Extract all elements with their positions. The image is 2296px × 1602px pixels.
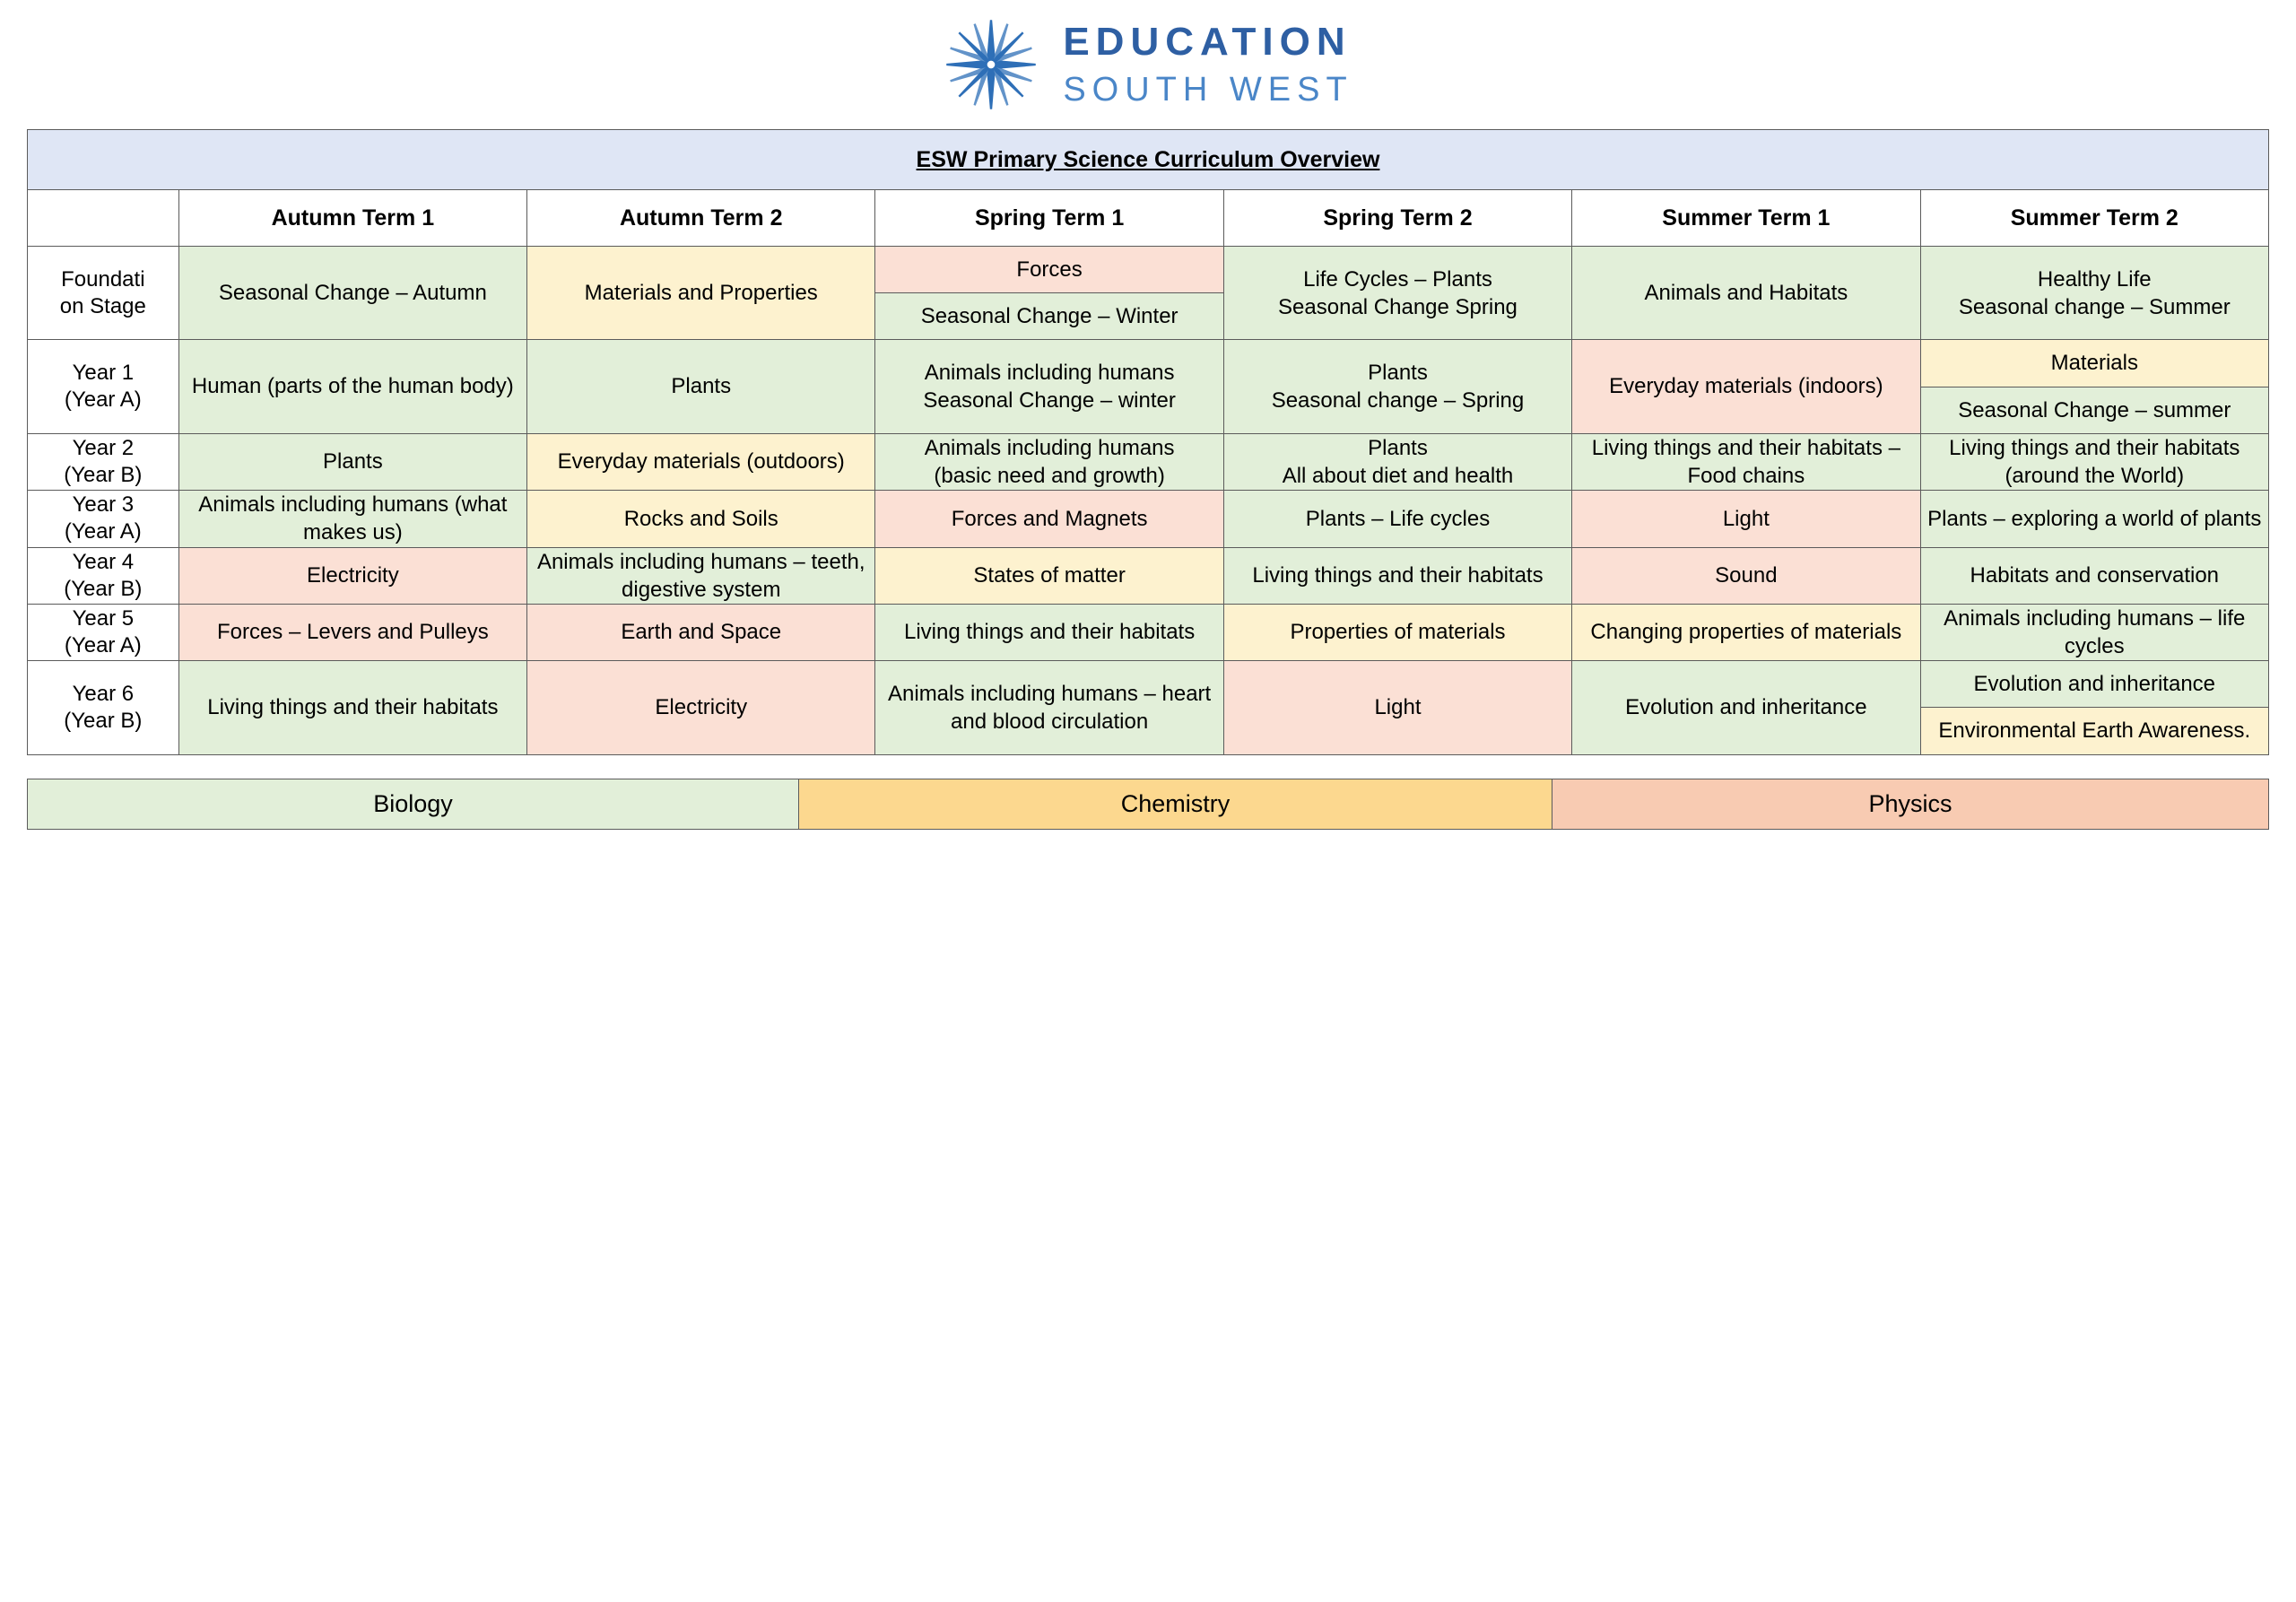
- topic-cell: Evolution and inheritance: [1572, 661, 1920, 754]
- topic-cell: Materials: [1921, 340, 2268, 387]
- topic-cell: Habitats and conservation: [1920, 547, 2268, 604]
- topic-cell: Animals and Habitats: [1572, 247, 1920, 340]
- topic-cell: Living things and their habitats: [178, 661, 526, 754]
- topic-cell: Electricity: [178, 547, 526, 604]
- column-header: Autumn Term 2: [527, 190, 875, 247]
- topic-cell: Sound: [1572, 547, 1920, 604]
- topic-cell-split: [1920, 340, 2268, 433]
- topic-cell: Plants – Life cycles: [1223, 491, 1571, 547]
- year-group-label: Year 3 (Year A): [28, 491, 179, 547]
- topic-cell-split: [875, 247, 1223, 340]
- topic-cell-split: [1920, 661, 2268, 754]
- legend-physics: Physics: [1552, 779, 2269, 830]
- table-row: [28, 661, 2269, 754]
- topic-cell: Animals including humans – heart and blood circulation: [875, 661, 1223, 754]
- topic-cell: Living things and their habitats – Food chains: [1572, 433, 1920, 490]
- curriculum-table-wrap: [27, 129, 2269, 755]
- topic-cell: Materials and Properties: [527, 247, 875, 340]
- curriculum-table: [27, 129, 2269, 755]
- topic-cell: Light: [1223, 661, 1571, 754]
- topic-cell: Environmental Earth Awareness.: [1921, 708, 2268, 754]
- topic-cell: Animals including humans (basic need and growth): [875, 433, 1223, 490]
- year-group-label: Year 4 (Year B): [28, 547, 179, 604]
- topic-cell: Forces and Magnets: [875, 491, 1223, 547]
- topic-cell: Plants: [527, 340, 875, 433]
- column-header: Autumn Term 1: [178, 190, 526, 247]
- column-header: Summer Term 1: [1572, 190, 1920, 247]
- topic-cell: Animals including humans Seasonal Change – winter: [875, 340, 1223, 433]
- starburst-icon: [943, 16, 1039, 113]
- topic-cell: Evolution and inheritance: [1921, 661, 2268, 708]
- topic-cell: Changing properties of materials: [1572, 604, 1920, 660]
- column-header: Spring Term 2: [1223, 190, 1571, 247]
- topic-cell: Plants All about diet and health: [1223, 433, 1571, 490]
- topic-cell: Seasonal Change – Autumn: [178, 247, 526, 340]
- subject-colour-legend: [27, 779, 2269, 830]
- legend-chemistry: Chemistry: [798, 779, 1552, 830]
- topic-cell: Animals including humans – life cycles: [1920, 604, 2268, 660]
- table-row: [28, 340, 2269, 433]
- topic-cell: Properties of materials: [1223, 604, 1571, 660]
- topic-cell: Human (parts of the human body): [178, 340, 526, 433]
- header-corner-cell: [28, 190, 179, 247]
- legend-biology: Biology: [27, 779, 798, 830]
- year-group-label: Foundati on Stage: [28, 247, 179, 340]
- topic-cell: Animals including humans (what makes us): [178, 491, 526, 547]
- topic-cell: Healthy Life Seasonal change – Summer: [1920, 247, 2268, 340]
- topic-cell: Earth and Space: [527, 604, 875, 660]
- logo-subtitle: SOUTH WEST: [1063, 71, 1353, 109]
- logo-title: EDUCATION: [1063, 20, 1352, 64]
- topic-cell: Plants: [178, 433, 526, 490]
- topic-cell: Electricity: [527, 661, 875, 754]
- topic-cell: Seasonal Change – summer: [1921, 387, 2268, 433]
- topic-cell: Living things and their habitats (around the World): [1920, 433, 2268, 490]
- topic-cell: Plants Seasonal change – Spring: [1223, 340, 1571, 433]
- topic-cell: Everyday materials (outdoors): [527, 433, 875, 490]
- table-row: [28, 491, 2269, 547]
- table-row: [28, 547, 2269, 604]
- topic-cell: Animals including humans – teeth, digestive system: [527, 547, 875, 604]
- table-row: [28, 433, 2269, 490]
- organisation-logo: [0, 0, 2296, 117]
- topic-cell: Light: [1572, 491, 1920, 547]
- year-group-label: Year 6 (Year B): [28, 661, 179, 754]
- table-title: ESW Primary Science Curriculum Overview: [28, 130, 2269, 190]
- topic-cell: Life Cycles – Plants Seasonal Change Spring: [1223, 247, 1571, 340]
- topic-cell: States of matter: [875, 547, 1223, 604]
- topic-cell: Plants – exploring a world of plants: [1920, 491, 2268, 547]
- topic-cell: Forces – Levers and Pulleys: [178, 604, 526, 660]
- topic-cell: Forces: [875, 247, 1222, 293]
- year-group-label: Year 5 (Year A): [28, 604, 179, 660]
- topic-cell: Living things and their habitats: [1223, 547, 1571, 604]
- column-header: Summer Term 2: [1920, 190, 2268, 247]
- year-group-label: Year 2 (Year B): [28, 433, 179, 490]
- topic-cell: Seasonal Change – Winter: [875, 293, 1222, 340]
- column-header: Spring Term 1: [875, 190, 1223, 247]
- table-row: [28, 604, 2269, 660]
- topic-cell: Living things and their habitats: [875, 604, 1223, 660]
- topic-cell: Rocks and Soils: [527, 491, 875, 547]
- table-row: [28, 247, 2269, 340]
- year-group-label: Year 1 (Year A): [28, 340, 179, 433]
- topic-cell: Everyday materials (indoors): [1572, 340, 1920, 433]
